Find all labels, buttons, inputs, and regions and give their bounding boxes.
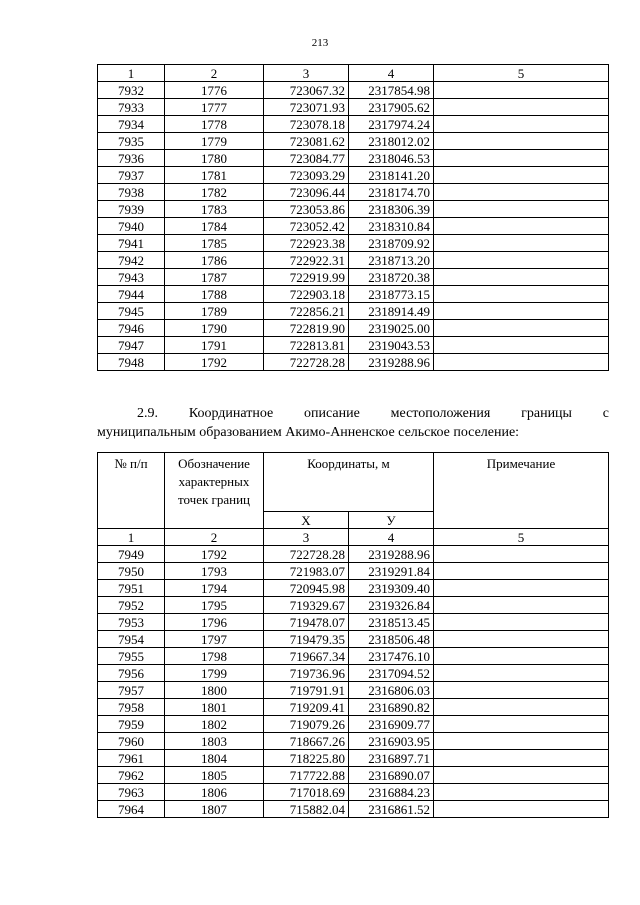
table-cell: 2317974.24 [349, 116, 434, 133]
table-cell: 1795 [165, 597, 264, 614]
column-number-row [98, 65, 609, 82]
table-cell: 2319309.40 [349, 580, 434, 597]
table-cell: 723053.86 [264, 201, 349, 218]
table-cell: 1791 [165, 337, 264, 354]
table-row [98, 563, 609, 580]
table-cell: 2318720.38 [349, 269, 434, 286]
table-cell: 1806 [165, 784, 264, 801]
table-cell: 722903.18 [264, 286, 349, 303]
table-row [98, 150, 609, 167]
table-row [98, 750, 609, 767]
table-row [98, 784, 609, 801]
table-cell: 720945.98 [264, 580, 349, 597]
table-cell: 7935 [98, 133, 165, 150]
table-cell: 2317905.62 [349, 99, 434, 116]
table-cell: 1783 [165, 201, 264, 218]
table-cell: 7940 [98, 218, 165, 235]
table-cell [434, 716, 609, 733]
table-cell: 2319326.84 [349, 597, 434, 614]
table-cell: 7951 [98, 580, 165, 597]
table-row [98, 665, 609, 682]
table-cell [434, 286, 609, 303]
column-number-row [98, 529, 609, 546]
table-row [98, 614, 609, 631]
table-cell: 2318174.70 [349, 184, 434, 201]
table-cell: 7964 [98, 801, 165, 818]
column-number-cell: 3 [264, 529, 349, 546]
table-row [98, 99, 609, 116]
header-x: Х [264, 512, 349, 529]
table-cell: 2316897.71 [349, 750, 434, 767]
table-cell [434, 235, 609, 252]
coordinates-table [97, 452, 609, 818]
table-cell: 717018.69 [264, 784, 349, 801]
table-cell: 7933 [98, 99, 165, 116]
table-cell [434, 184, 609, 201]
table-cell [434, 580, 609, 597]
table-cell: 1785 [165, 235, 264, 252]
section-line-2: муниципальным образованием Акимо-Анненское сельское поселение: [97, 425, 520, 440]
table-cell: 722728.28 [264, 354, 349, 371]
table-cell: 1788 [165, 286, 264, 303]
table-cell: 7959 [98, 716, 165, 733]
table-cell: 7936 [98, 150, 165, 167]
table-cell: 1787 [165, 269, 264, 286]
table-cell [434, 133, 609, 150]
table-cell [434, 784, 609, 801]
table-row [98, 546, 609, 563]
table-cell: 722819.90 [264, 320, 349, 337]
coordinates-table-continued [97, 64, 609, 371]
table-row [98, 303, 609, 320]
column-number-cell: 1 [98, 529, 165, 546]
table-cell: 723071.93 [264, 99, 349, 116]
table-cell: 723081.62 [264, 133, 349, 150]
table-cell: 1776 [165, 82, 264, 99]
table-cell: 719736.96 [264, 665, 349, 682]
table-cell: 723096.44 [264, 184, 349, 201]
table-cell [434, 614, 609, 631]
table-row [98, 580, 609, 597]
section-heading [97, 404, 609, 442]
table-cell: 2317094.52 [349, 665, 434, 682]
table-cell: 7950 [98, 563, 165, 580]
table-cell: 2318012.02 [349, 133, 434, 150]
table-cell: 1793 [165, 563, 264, 580]
table-cell: 7944 [98, 286, 165, 303]
table-cell: 2316890.82 [349, 699, 434, 716]
table-cell: 2316806.03 [349, 682, 434, 699]
table-cell: 723093.29 [264, 167, 349, 184]
table-cell [434, 150, 609, 167]
table-cell: 1803 [165, 733, 264, 750]
table-row [98, 184, 609, 201]
header-note: Примечание [434, 453, 609, 529]
table-row [98, 201, 609, 218]
table-cell [434, 337, 609, 354]
table-cell: 2318046.53 [349, 150, 434, 167]
column-number-cell: 5 [434, 529, 609, 546]
table-cell [434, 82, 609, 99]
table-cell: 1797 [165, 631, 264, 648]
column-number-cell: 2 [165, 529, 264, 546]
table-cell: 2318306.39 [349, 201, 434, 218]
table-row [98, 682, 609, 699]
table-cell: 723078.18 [264, 116, 349, 133]
table-cell [434, 167, 609, 184]
table-cell: 7962 [98, 767, 165, 784]
table-cell: 1804 [165, 750, 264, 767]
table-cell: 7953 [98, 614, 165, 631]
table-cell: 7943 [98, 269, 165, 286]
column-number-cell: 4 [349, 65, 434, 82]
table-cell: 2318709.92 [349, 235, 434, 252]
table-cell: 1801 [165, 699, 264, 716]
table-cell: 2316903.95 [349, 733, 434, 750]
table-cell: 2318773.15 [349, 286, 434, 303]
table-row [98, 167, 609, 184]
table-cell: 7948 [98, 354, 165, 371]
table-cell: 2319288.96 [349, 354, 434, 371]
table-cell [434, 699, 609, 716]
table-row [98, 252, 609, 269]
table-cell: 719478.07 [264, 614, 349, 631]
table-row [98, 218, 609, 235]
table-row [98, 631, 609, 648]
table-cell: 2319025.00 [349, 320, 434, 337]
table-cell: 722813.81 [264, 337, 349, 354]
header-number: № п/п [98, 453, 165, 529]
table-cell: 1780 [165, 150, 264, 167]
table-cell: 1784 [165, 218, 264, 235]
table-cell: 2317476.10 [349, 648, 434, 665]
table-cell: 2318506.48 [349, 631, 434, 648]
table-row [98, 767, 609, 784]
table-cell: 722856.21 [264, 303, 349, 320]
table-cell: 2316909.77 [349, 716, 434, 733]
table-cell: 1805 [165, 767, 264, 784]
table-cell: 722923.38 [264, 235, 349, 252]
table-cell: 1798 [165, 648, 264, 665]
page-number: 213 [311, 37, 329, 49]
table-cell: 1789 [165, 303, 264, 320]
table-cell: 1794 [165, 580, 264, 597]
table-cell [434, 563, 609, 580]
table-cell: 719329.67 [264, 597, 349, 614]
column-number-cell: 2 [165, 65, 264, 82]
table-row [98, 269, 609, 286]
column-number-cell: 4 [349, 529, 434, 546]
table-cell: 719079.26 [264, 716, 349, 733]
table-cell [434, 801, 609, 818]
table-cell: 1781 [165, 167, 264, 184]
column-number-cell: 5 [434, 65, 609, 82]
table-cell: 1782 [165, 184, 264, 201]
table-row [98, 597, 609, 614]
table-cell [434, 269, 609, 286]
table-cell: 2318713.20 [349, 252, 434, 269]
table-cell: 1802 [165, 716, 264, 733]
table-cell: 7949 [98, 546, 165, 563]
table-cell: 2316861.52 [349, 801, 434, 818]
table-body [98, 546, 609, 818]
table-row [98, 337, 609, 354]
table-cell: 7937 [98, 167, 165, 184]
table-cell: 1800 [165, 682, 264, 699]
table-cell: 7956 [98, 665, 165, 682]
table-cell [434, 320, 609, 337]
table-cell: 718667.26 [264, 733, 349, 750]
table-cell: 2318310.84 [349, 218, 434, 235]
table-cell: 722922.31 [264, 252, 349, 269]
column-number-cell: 3 [264, 65, 349, 82]
table-cell [434, 665, 609, 682]
table-cell [434, 597, 609, 614]
table-cell: 1796 [165, 614, 264, 631]
table-cell: 2318141.20 [349, 167, 434, 184]
table-body [98, 82, 609, 371]
table-row [98, 733, 609, 750]
table-row [98, 286, 609, 303]
header-y: У [349, 512, 434, 529]
table-cell: 7946 [98, 320, 165, 337]
table-cell: 7942 [98, 252, 165, 269]
table-cell: 1790 [165, 320, 264, 337]
table-cell: 2319291.84 [349, 563, 434, 580]
header-point-designation: Обозначение характерных точек границ [165, 453, 264, 529]
table-cell [434, 750, 609, 767]
table-cell [434, 99, 609, 116]
table-row [98, 133, 609, 150]
table-cell: 723052.42 [264, 218, 349, 235]
table-row [98, 699, 609, 716]
table-row [98, 320, 609, 337]
table-cell: 1807 [165, 801, 264, 818]
table-cell: 723067.32 [264, 82, 349, 99]
table-cell: 7934 [98, 116, 165, 133]
table-cell [434, 303, 609, 320]
table-cell [434, 546, 609, 563]
table-row [98, 235, 609, 252]
table-cell: 722728.28 [264, 546, 349, 563]
table-cell: 7961 [98, 750, 165, 767]
table-cell: 1792 [165, 354, 264, 371]
table-cell [434, 682, 609, 699]
table-cell: 2319288.96 [349, 546, 434, 563]
table-cell: 715882.04 [264, 801, 349, 818]
table-cell: 7955 [98, 648, 165, 665]
table-cell: 7938 [98, 184, 165, 201]
header-coordinates: Координаты, м [264, 453, 434, 512]
table-cell: 2319043.53 [349, 337, 434, 354]
table-cell: 7960 [98, 733, 165, 750]
table-cell: 7939 [98, 201, 165, 218]
table-row [98, 116, 609, 133]
table-cell: 7952 [98, 597, 165, 614]
table-cell: 1779 [165, 133, 264, 150]
table-cell: 2318914.49 [349, 303, 434, 320]
table-cell: 1778 [165, 116, 264, 133]
table-cell: 2316890.07 [349, 767, 434, 784]
table-cell [434, 354, 609, 371]
table-row [98, 801, 609, 818]
table-cell [434, 218, 609, 235]
table-cell: 7932 [98, 82, 165, 99]
table-cell: 718225.80 [264, 750, 349, 767]
table-cell: 1799 [165, 665, 264, 682]
table-cell: 7945 [98, 303, 165, 320]
table-cell: 2318513.45 [349, 614, 434, 631]
table-cell: 7958 [98, 699, 165, 716]
table-cell: 1777 [165, 99, 264, 116]
header-row [98, 453, 609, 512]
table-cell: 2317854.98 [349, 82, 434, 99]
table-cell [434, 648, 609, 665]
table-row [98, 648, 609, 665]
table-cell [434, 733, 609, 750]
table-cell [434, 767, 609, 784]
table-cell: 719791.91 [264, 682, 349, 699]
table-row [98, 716, 609, 733]
table-cell: 1792 [165, 546, 264, 563]
table-cell: 722919.99 [264, 269, 349, 286]
table-cell: 7954 [98, 631, 165, 648]
table-cell [434, 631, 609, 648]
table-cell: 2316884.23 [349, 784, 434, 801]
table-cell: 717722.88 [264, 767, 349, 784]
table-cell [434, 116, 609, 133]
table-cell: 719209.41 [264, 699, 349, 716]
table-cell: 1786 [165, 252, 264, 269]
section-line-1: 2.9. Координатное описание местоположения границы с [137, 406, 609, 421]
table-cell: 7963 [98, 784, 165, 801]
column-number-cell: 1 [98, 65, 165, 82]
table-cell [434, 201, 609, 218]
table-cell: 723084.77 [264, 150, 349, 167]
table-row [98, 82, 609, 99]
table-cell: 719479.35 [264, 631, 349, 648]
table-cell: 7947 [98, 337, 165, 354]
table-cell: 7941 [98, 235, 165, 252]
table-cell [434, 252, 609, 269]
table-cell: 719667.34 [264, 648, 349, 665]
table-cell: 7957 [98, 682, 165, 699]
table-cell: 721983.07 [264, 563, 349, 580]
table-row [98, 354, 609, 371]
